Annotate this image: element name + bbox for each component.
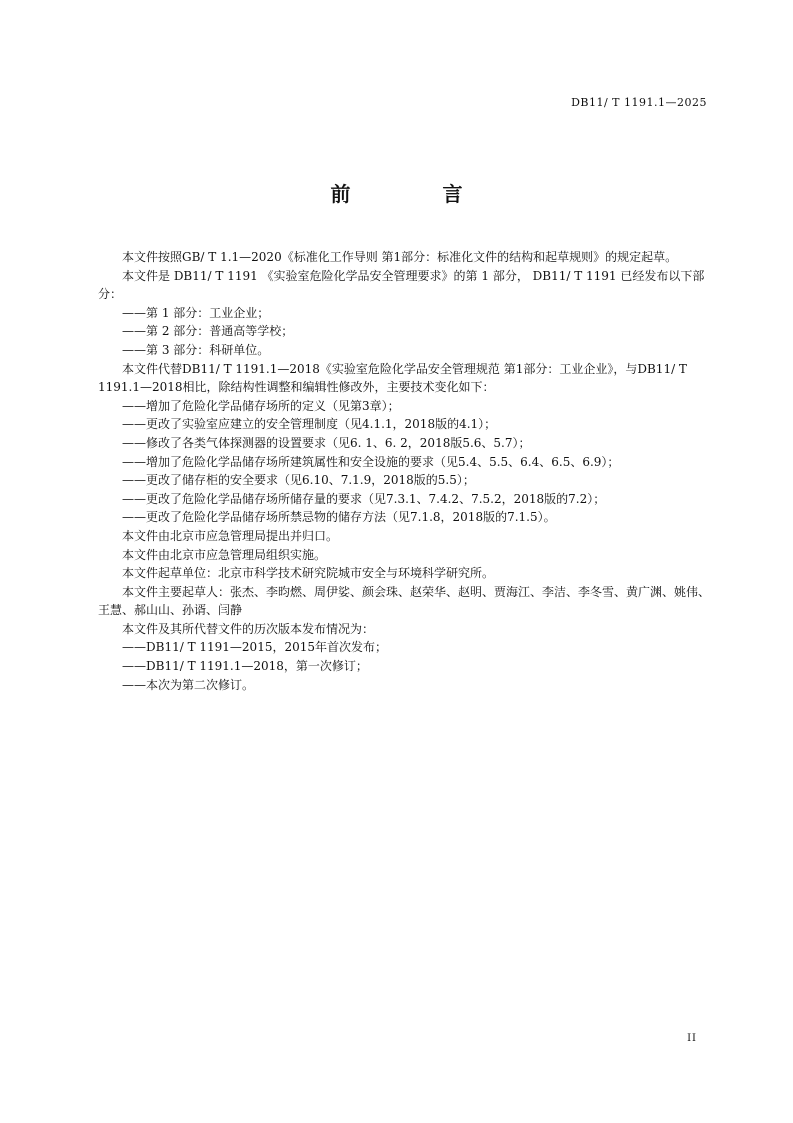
page-title: 前 言 xyxy=(330,182,499,206)
paragraph: 本文件按照GB/ T 1.1—2020《标准化工作导则 第1部分：标准化文件的结构和起草规则》的规定起草。 xyxy=(122,250,678,264)
page-number: II xyxy=(687,1033,697,1044)
paragraph: 本文件及其所代替文件的历次版本发布情况为： xyxy=(122,621,375,636)
list-item: ——本次为第二次修订。 xyxy=(122,677,255,692)
list-item: ——修改了各类气体探测器的设置要求（见6. 1、6. 2，2018版5.6、5.7）； xyxy=(122,435,531,450)
paragraph: 本文件主要起草人：张杰、李昀燃、周伊娑、颜会珠、赵荣华、赵明、贾海江、李洁、李冬雪、黄广渊、姚伟、王慧、郝山山、孙谞、闫静 xyxy=(98,584,711,618)
list-item: ——更改了实验室应建立的安全管理制度（见4.1.1，2018版的4.1）； xyxy=(122,417,497,432)
list-item: ——更改了危险化学品储存场所禁忌物的储存方法（见7.1.8，2018版的7.1.5）。 xyxy=(122,510,556,525)
list-item: ——第 1 部分：工业企业； xyxy=(122,305,270,320)
paragraph: 本文件代替DB11/ T 1191.1—2018《实验室危险化学品安全管理规范 第1部分：工业企业》，与DB11/ T 1191.1—2018相比，除结构性调整和编辑性修改外，主要技术变化如下： xyxy=(98,361,687,395)
list-item: ——第 2 部分：普通高等学校； xyxy=(122,324,294,339)
document-body xyxy=(98,248,716,694)
list-item: ——第 3 部分：科研单位。 xyxy=(122,342,270,357)
list-item: ——更改了危险化学品储存场所储存量的要求（见7.3.1、7.4.2、7.5.2，2018版的7.2）； xyxy=(122,491,606,506)
list-item: ——增加了危险化学品储存场所的定义（见第3章）； xyxy=(122,398,400,413)
document-code: DB11/ T 1191.1—2025 xyxy=(571,96,707,109)
paragraph: 本文件是 DB11/ T 1191 《实验室危险化学品安全管理要求》的第 1 部分， DB11/ T 1191 已经发布以下部分： xyxy=(98,268,705,302)
list-item: ——DB11/ T 1191—2015，2015年首次发布； xyxy=(122,640,388,655)
list-item: ——DB11/ T 1191.1—2018，第一次修订； xyxy=(122,659,368,674)
paragraph: 本文件由北京市应急管理局提出并归口。 xyxy=(122,528,339,543)
paragraph: 本文件由北京市应急管理局组织实施。 xyxy=(122,547,327,562)
list-item: ——增加了危险化学品储存场所建筑属性和安全设施的要求（见5.4、5.5、6.4、6.5、6.9）； xyxy=(122,454,620,469)
list-item: ——更改了储存柜的安全要求（见6.10、7.1.9，2018版的5.5）； xyxy=(122,473,475,488)
paragraph: 本文件起草单位：北京市科学技术研究院城市安全与环境科学研究所。 xyxy=(122,566,495,581)
